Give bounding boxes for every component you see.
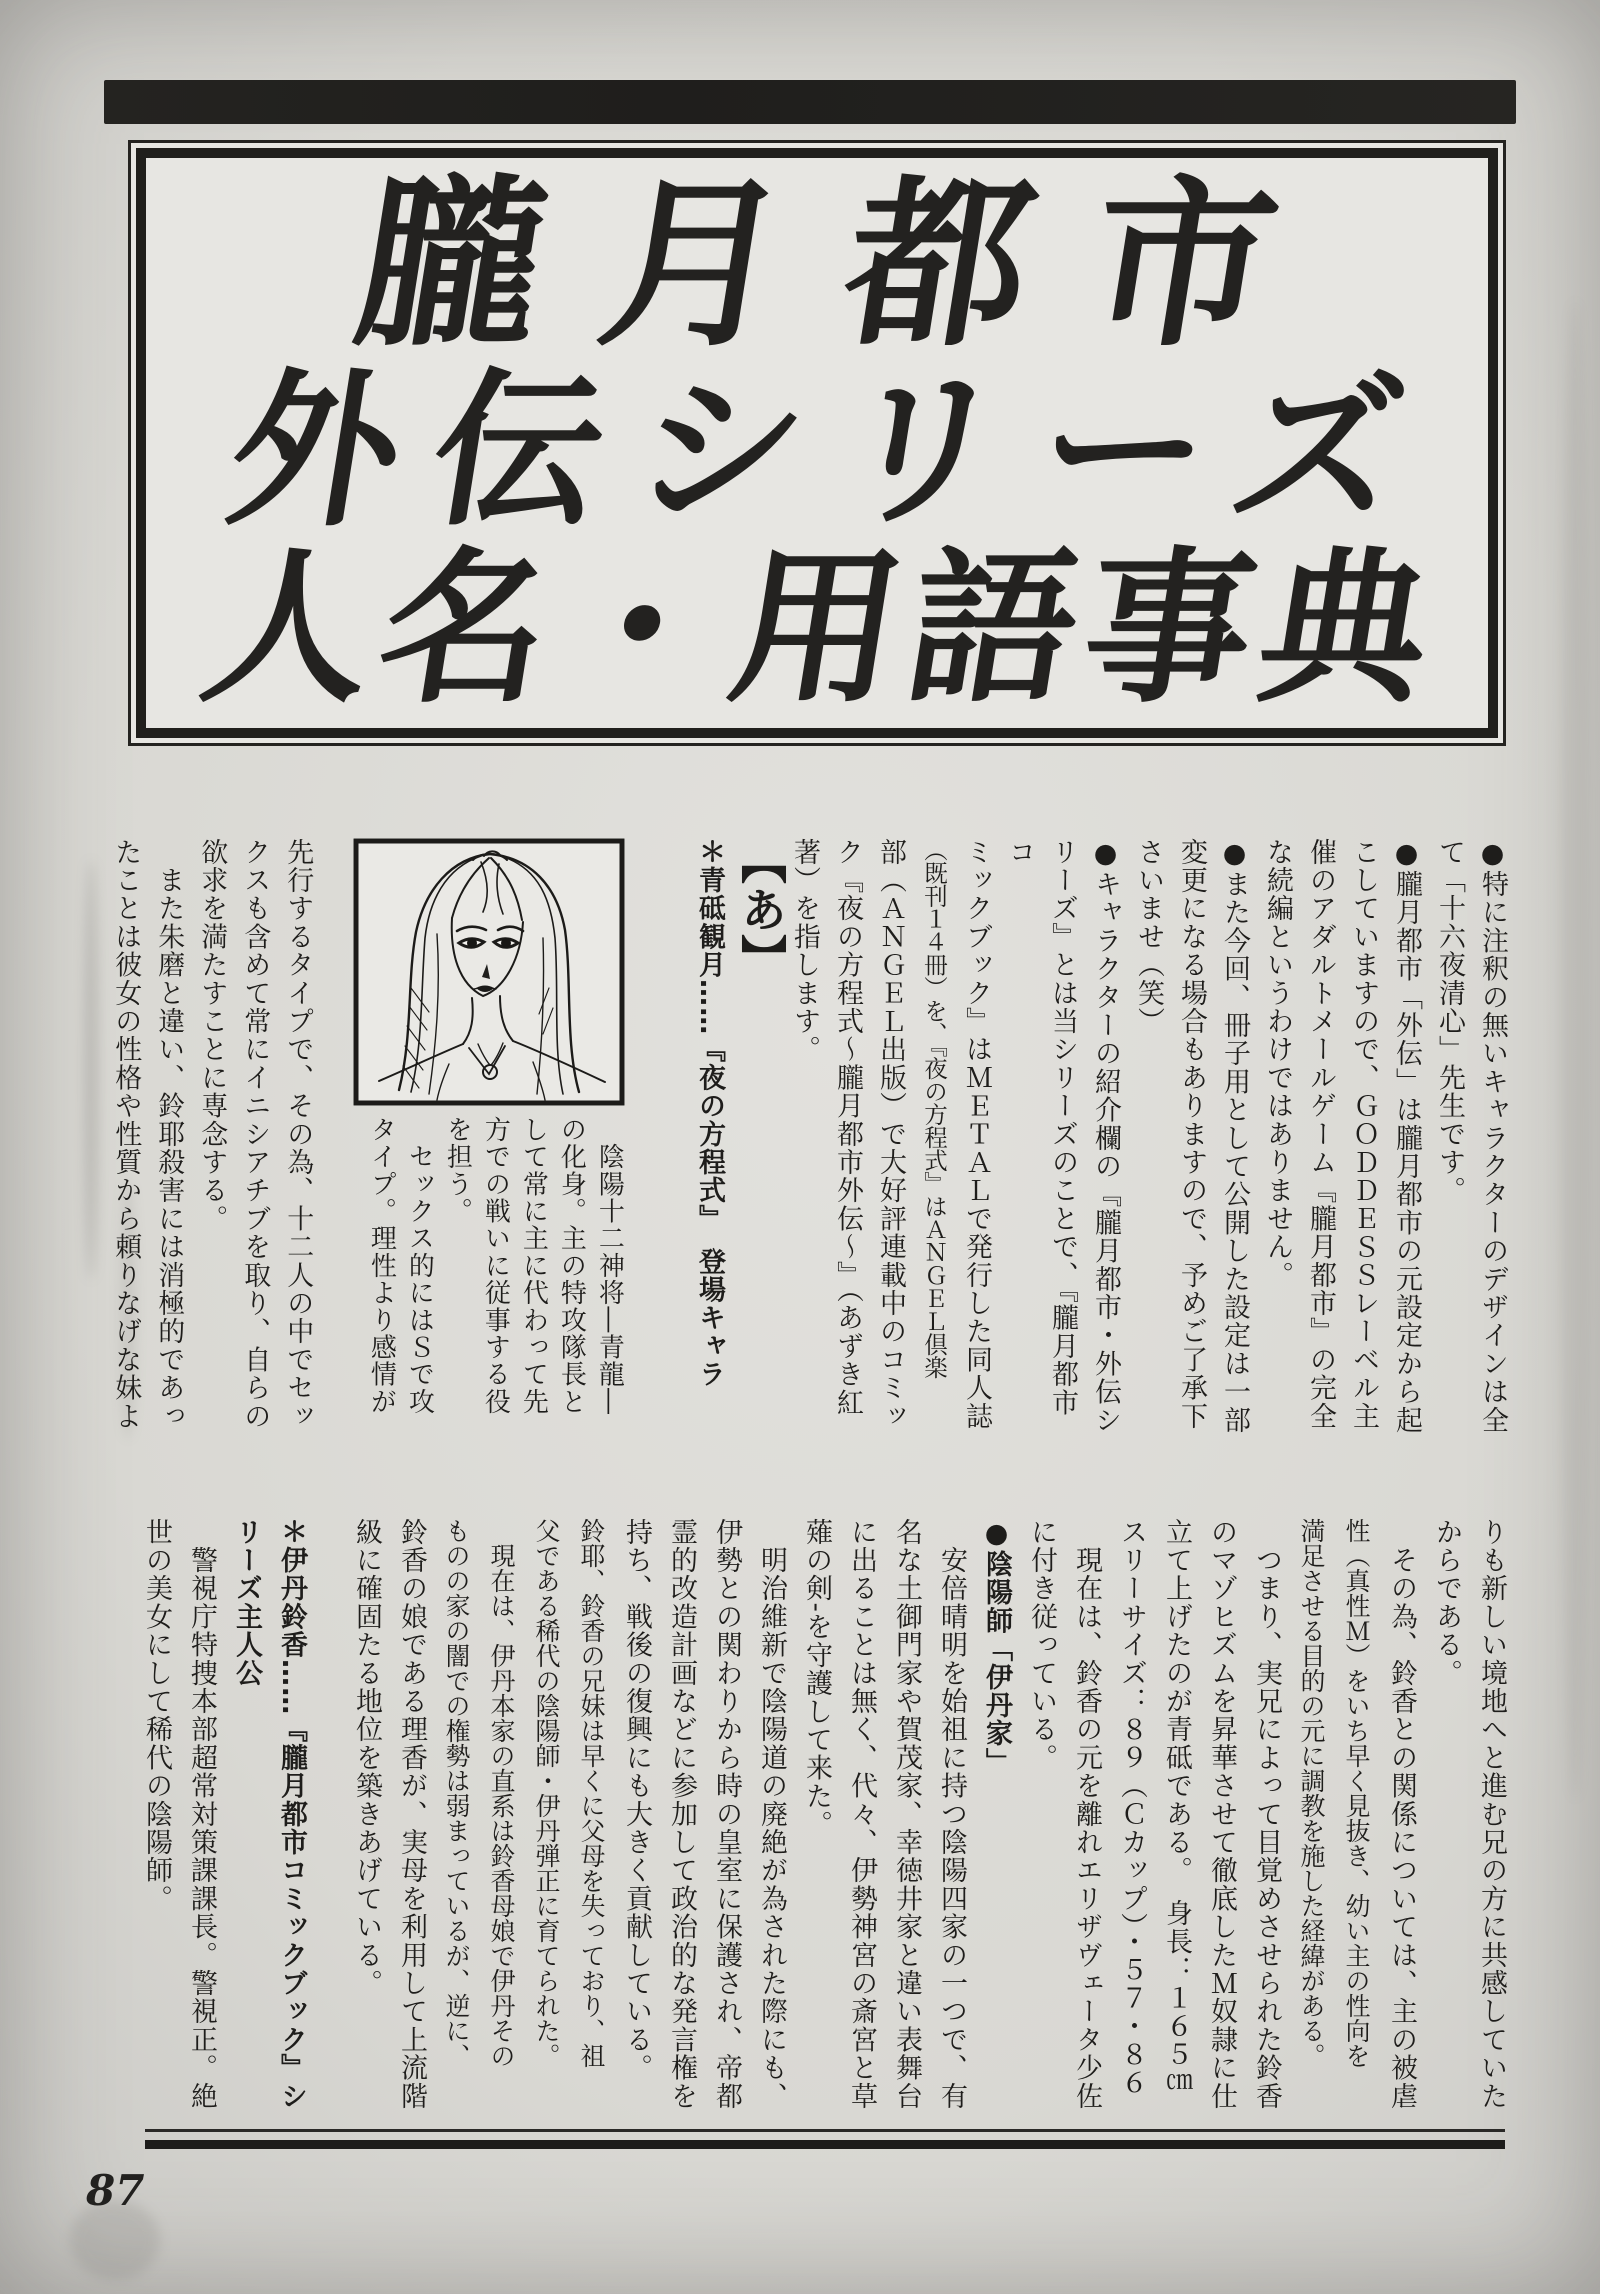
text-column: 著）を指します。 (789, 838, 820, 1064)
text-column: 性（真性Ｍ）をいち早く見抜き、幼い主の性向を (1342, 1518, 1371, 2068)
text-column: さいませ（笑） (1133, 838, 1164, 1036)
page-title-line-3: 人名・用語事典 (190, 532, 1454, 726)
text-column: 陰陽十二神将―青龍― (594, 1116, 625, 1416)
text-column: からである。 (1431, 1518, 1462, 1688)
page-title-line-2: 外伝シリーズ (216, 353, 1452, 549)
text-column: 変更になる場合もありますので、予めご了承下 (1176, 838, 1207, 1431)
scan-smudge (1560, 300, 1590, 1800)
scan-smudge (84, 860, 98, 1280)
decorative-black-bar (104, 80, 1516, 124)
text-column: の化身。主の特攻隊長と (556, 1116, 587, 1416)
text-column: 催のアダルトメールゲーム『朧月都市』の完全 (1305, 838, 1336, 1431)
page-number: 87 (86, 2166, 145, 2215)
text-column: リーズ』とは当シリーズのことで、『朧月都市コ (1004, 838, 1078, 1417)
text-column: りも新しい境地へと進む兄の方に共感していた (1476, 1518, 1507, 2111)
intro-notes (789, 838, 1514, 1442)
lower-text-band (100, 1518, 1514, 2122)
aoto-entry-left-columns (100, 838, 319, 1442)
text-column: 鈴耶、鈴香の兄妹は早くに父母を失っており、祖 (577, 1518, 606, 2068)
title-box (128, 140, 1506, 746)
text-column: ●また今回、冊子用として公開した設定は一部 (1219, 838, 1250, 1435)
text-column: 現在は、伊丹本家の直系は鈴香母娘で伊丹その (487, 1518, 516, 2068)
bottom-rule-thick (145, 2140, 1505, 2149)
text-column: に出ることは無く、代々、伊勢神宮の斎宮と草 (846, 1518, 877, 2111)
text-column: 明治維新で陰陽道の廃絶が為された際にも、 (756, 1518, 787, 2111)
text-column: 持ち、戦後の復興にも大きく貢献している。 (621, 1518, 652, 2082)
text-column: 薙の剣‐を守護して来た。 (801, 1518, 832, 1839)
text-column: セックス的にはＳで攻 (404, 1116, 435, 1416)
portrait-stack (353, 838, 628, 1442)
section-a (676, 838, 792, 1442)
text-column: 立て上げたのが青砥である。 身長：１６５㎝ (1161, 1518, 1192, 2097)
text-column: クスも含めて常にイニシアチブを取り、自らの (239, 838, 271, 1431)
bottom-rule-thin (145, 2129, 1505, 2132)
entry-heading-itami-suzuka: ＊伊丹鈴香……『朧月都市コミックブック』シ (276, 1518, 307, 2111)
text-column: その為、鈴香との関係については、主の被虐 (1386, 1518, 1417, 2111)
aoto-entry-under-portrait-columns (353, 1116, 628, 1442)
text-column: 方での戦いに従事する役 (480, 1116, 511, 1416)
text-column: 世の美女にして稀代の陰陽師。 (141, 1518, 172, 1913)
text-column: 欲求を満たすことに専念する。 (196, 838, 228, 1233)
section-a-header: 【あ】 (734, 838, 788, 982)
text-column: 級に確固たる地位を築きあげている。 (351, 1518, 382, 1998)
text-column: 先行するタイプで、その為、十二人の中でセッ (282, 838, 314, 1431)
text-column: たことは彼女の性格や性質から頼りなげな妹よ (110, 838, 142, 1431)
text-column: 警視庁特捜本部超常対策課課長。警視正。絶 (186, 1518, 217, 2111)
text-column: のマゾヒズムを昇華させて徹底したＭ奴隷に仕 (1206, 1518, 1237, 2111)
upper-text-band (100, 838, 1514, 1442)
title-box-inner-frame (136, 148, 1498, 738)
text-column: こしていますので、ＧＯＤＤＥＳＳレーベル主 (1348, 838, 1379, 1431)
lower-columns (100, 1518, 1514, 2122)
text-column: ●特に注釈の無いキャラクターのデザインは全 (1477, 838, 1508, 1435)
text-column: つまり、実兄によって目覚めさせられた鈴香 (1251, 1518, 1282, 2111)
text-column: ミックブック』はＭＥＴＡＬで発行した同人誌 (961, 838, 992, 1431)
text-column: （既刊１４冊）を、『夜の方程式』はＡＮＧＥＬ倶楽 (920, 838, 948, 1379)
text-column: して常に主に代わって先 (518, 1116, 549, 1416)
text-column: 霊的改造計画などに参加して政治的な発言権を (666, 1518, 697, 2111)
text-column: 安倍晴明を始祖に持つ陰陽四家の一つで、有 (936, 1518, 967, 2111)
text-column: また朱磨と違い、鈴耶殺害には消極的であっ (153, 838, 185, 1431)
text-column: な続編というわけではありません。 (1262, 838, 1293, 1290)
text-column: タイプ。理性より感情が (366, 1116, 397, 1416)
text-column: 伊勢との関わりから時の皇室に保護され、帝都 (711, 1518, 742, 2111)
text-column: に付き従っている。 (1026, 1518, 1057, 1772)
text-column: スリーサイズ：８９（Ｃカップ）・５７・８６ (1116, 1518, 1147, 2097)
text-column: ●キャラクターの紹介欄の『朧月都市・外伝シ (1090, 838, 1121, 1435)
text-column: 部（ＡＮＧＥＬ出版）で大好評連載中のコミッ (875, 838, 906, 1431)
woman-portrait-sketch (353, 838, 625, 1106)
text-column: ク『夜の方程式～朧月都市外伝～』（あずき紅 (832, 838, 863, 1417)
text-column: ●朧月都市「外伝」は朧月都市の元設定から起 (1391, 838, 1422, 1435)
text-column: 満足させる目的の元に調教を施した経緯がある。 (1297, 1518, 1326, 2068)
text-column: 名な土御門家や賀茂家、幸徳井家と違い表舞台 (891, 1518, 922, 2111)
entry-heading-itami-suzuka-line2: リーズ主人公 (231, 1518, 262, 1688)
text-column: 鈴香の娘である理香が、実母を利用して上流階 (396, 1518, 427, 2111)
text-column: て「十六夜清心」先生です。 (1434, 838, 1465, 1205)
page-title-line-1: 朧月都市 (343, 158, 1353, 371)
text-column: 父である稀代の陰陽師・伊丹弾正に育てられた。 (532, 1518, 561, 2068)
text-column: を担う。 (442, 1116, 473, 1225)
text-column: ものの家の闇での権勢は弱まっているが、逆に、 (442, 1518, 471, 2068)
text-column: 現在は、鈴香の元を離れエリザヴェータ少佐 (1071, 1518, 1102, 2111)
entry-heading-aoto-mizuki: ＊青砥観月……『夜の方程式』 登場キャラ (694, 838, 725, 1389)
entry-heading-onmyoji-itami-family: ●陰陽師「伊丹家」 (981, 1518, 1012, 1776)
